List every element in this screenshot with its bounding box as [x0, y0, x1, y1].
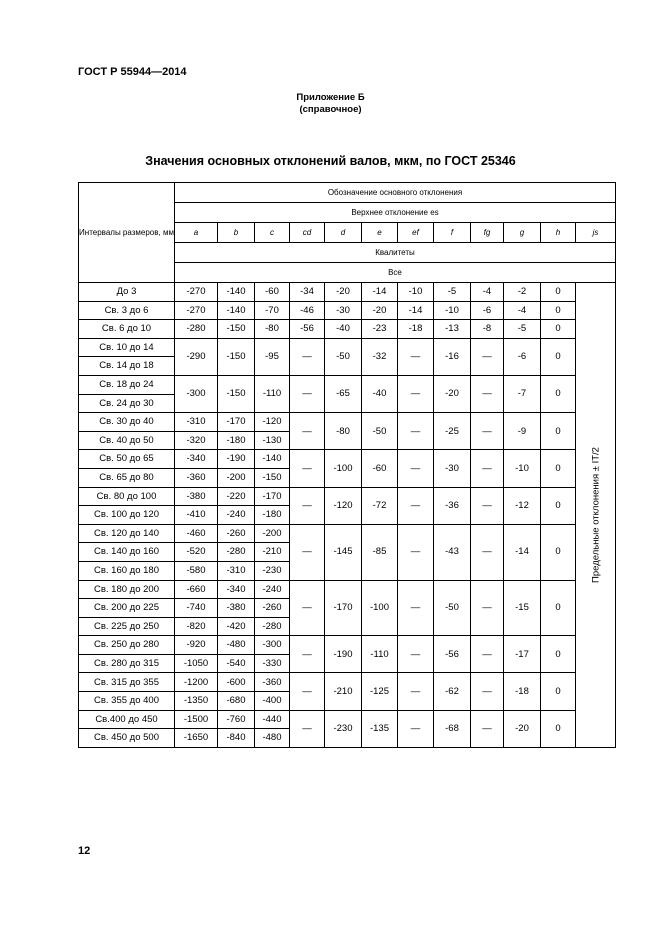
interval-label: Св. 450 до 500 [79, 729, 175, 748]
value-e: -40 [362, 375, 398, 412]
value-ef: — [398, 673, 434, 710]
value-ef: — [398, 524, 434, 580]
value-d: -80 [325, 413, 362, 450]
value-e: -20 [362, 301, 398, 320]
value-fg: -8 [471, 320, 504, 339]
value-b: -280 [218, 543, 255, 562]
value-d: -50 [325, 338, 362, 375]
interval-label: Св. 280 до 315 [79, 654, 175, 673]
value-d: -145 [325, 524, 362, 580]
value-f: -68 [434, 710, 471, 747]
table-row [79, 375, 616, 394]
table-row [79, 673, 616, 692]
value-b: -480 [218, 636, 255, 655]
value-cd: — [290, 524, 325, 580]
value-cd: -34 [290, 283, 325, 302]
value-a: -340 [175, 450, 218, 469]
value-ef: — [398, 580, 434, 636]
value-a: -460 [175, 524, 218, 543]
value-h: 0 [541, 487, 576, 524]
value-a: -820 [175, 617, 218, 636]
value-e: -14 [362, 283, 398, 302]
letter-cd: cd [290, 223, 325, 243]
value-fg: — [471, 487, 504, 524]
interval-label: Св. 18 до 24 [79, 375, 175, 394]
value-e: -50 [362, 413, 398, 450]
value-e: -72 [362, 487, 398, 524]
value-cd: — [290, 636, 325, 673]
value-b: -840 [218, 729, 255, 748]
deviations-table [78, 182, 616, 748]
value-cd: — [290, 710, 325, 747]
value-a: -1200 [175, 673, 218, 692]
value-f: -13 [434, 320, 471, 339]
value-b: -150 [218, 375, 255, 412]
value-c: -210 [255, 543, 290, 562]
letter-b: b [218, 223, 255, 243]
value-d: -30 [325, 301, 362, 320]
value-b: -240 [218, 506, 255, 525]
letter-c: c [255, 223, 290, 243]
value-g: -5 [504, 320, 541, 339]
value-h: 0 [541, 636, 576, 673]
value-d: -230 [325, 710, 362, 747]
value-c: -400 [255, 692, 290, 711]
value-b: -140 [218, 283, 255, 302]
value-g: -7 [504, 375, 541, 412]
interval-label: Св. 180 до 200 [79, 580, 175, 599]
interval-label: Св. 40 до 50 [79, 431, 175, 450]
letter-a: a [175, 223, 218, 243]
value-h: 0 [541, 338, 576, 375]
value-ef: — [398, 450, 434, 487]
interval-label: До 3 [79, 283, 175, 302]
value-a: -660 [175, 580, 218, 599]
value-h: 0 [541, 580, 576, 636]
value-b: -380 [218, 599, 255, 618]
table-row [79, 320, 616, 339]
all-header: Все [175, 263, 616, 283]
value-a: -580 [175, 561, 218, 580]
value-h: 0 [541, 524, 576, 580]
value-f: -43 [434, 524, 471, 580]
value-c: -70 [255, 301, 290, 320]
value-c: -95 [255, 338, 290, 375]
value-e: -32 [362, 338, 398, 375]
interval-label: Св. 140 до 160 [79, 543, 175, 562]
interval-label: Св. 14 до 18 [79, 357, 175, 376]
interval-label: Св. 10 до 14 [79, 338, 175, 357]
value-c: -60 [255, 283, 290, 302]
interval-label: Св. 315 до 355 [79, 673, 175, 692]
value-a: -1650 [175, 729, 218, 748]
value-fg: — [471, 636, 504, 673]
value-f: -5 [434, 283, 471, 302]
letter-g: g [504, 223, 541, 243]
value-b: -420 [218, 617, 255, 636]
letter-e: e [362, 223, 398, 243]
value-fg: — [471, 710, 504, 747]
value-fg: — [471, 338, 504, 375]
value-ef: — [398, 375, 434, 412]
interval-label: Св. 30 до 40 [79, 413, 175, 432]
value-g: -12 [504, 487, 541, 524]
value-f: -25 [434, 413, 471, 450]
value-a: -320 [175, 431, 218, 450]
value-c: -180 [255, 506, 290, 525]
appendix-heading [0, 92, 661, 116]
value-ef: — [398, 413, 434, 450]
interval-label: Св. 50 до 65 [79, 450, 175, 469]
value-ef: — [398, 636, 434, 673]
value-c: -140 [255, 450, 290, 469]
value-ef: -18 [398, 320, 434, 339]
value-ef: — [398, 338, 434, 375]
js-note-cell [576, 283, 616, 748]
interval-label: Св. 65 до 80 [79, 468, 175, 487]
value-fg: -4 [471, 283, 504, 302]
value-c: -280 [255, 617, 290, 636]
value-b: -190 [218, 450, 255, 469]
value-e: -85 [362, 524, 398, 580]
value-cd: — [290, 580, 325, 636]
value-h: 0 [541, 450, 576, 487]
value-ef: -14 [398, 301, 434, 320]
interval-label: Св. 120 до 140 [79, 524, 175, 543]
value-h: 0 [541, 283, 576, 302]
value-fg: — [471, 673, 504, 710]
value-a: -270 [175, 301, 218, 320]
interval-label: Св. 225 до 250 [79, 617, 175, 636]
value-e: -125 [362, 673, 398, 710]
upper-deviation-header: Верхнее отклонение es [175, 203, 616, 223]
value-c: -110 [255, 375, 290, 412]
value-e: -23 [362, 320, 398, 339]
value-a: -1350 [175, 692, 218, 711]
value-cd: — [290, 338, 325, 375]
interval-label: Св. 3 до 6 [79, 301, 175, 320]
interval-label: Св. 355 до 400 [79, 692, 175, 711]
value-g: -17 [504, 636, 541, 673]
value-c: -360 [255, 673, 290, 692]
value-ef: — [398, 487, 434, 524]
value-d: -120 [325, 487, 362, 524]
value-b: -220 [218, 487, 255, 506]
value-c: -240 [255, 580, 290, 599]
value-b: -760 [218, 710, 255, 729]
value-d: -170 [325, 580, 362, 636]
value-d: -100 [325, 450, 362, 487]
value-cd: -56 [290, 320, 325, 339]
value-e: -135 [362, 710, 398, 747]
value-g: -15 [504, 580, 541, 636]
value-a: -740 [175, 599, 218, 618]
letter-h: h [541, 223, 576, 243]
value-g: -6 [504, 338, 541, 375]
value-c: -480 [255, 729, 290, 748]
letter-f: f [434, 223, 471, 243]
designation-header: Обозначение основного отклонения [175, 183, 616, 203]
value-c: -170 [255, 487, 290, 506]
value-d: -65 [325, 375, 362, 412]
table-title: Значения основных отклонений валов, мкм, по ГОСТ 25346 [145, 154, 516, 168]
value-b: -310 [218, 561, 255, 580]
value-g: -10 [504, 450, 541, 487]
value-h: 0 [541, 673, 576, 710]
value-b: -340 [218, 580, 255, 599]
page-number: 12 [78, 845, 91, 857]
js-note: Предельные отклонения ± IT/2 [589, 446, 601, 583]
value-a: -920 [175, 636, 218, 655]
document-code: ГОСТ Р 55944—2014 [78, 66, 187, 78]
value-c: -130 [255, 431, 290, 450]
value-d: -190 [325, 636, 362, 673]
value-fg: -6 [471, 301, 504, 320]
value-e: -100 [362, 580, 398, 636]
value-c: -300 [255, 636, 290, 655]
value-a: -520 [175, 543, 218, 562]
value-g: -20 [504, 710, 541, 747]
value-fg: — [471, 450, 504, 487]
value-d: -210 [325, 673, 362, 710]
value-f: -30 [434, 450, 471, 487]
table-row [79, 487, 616, 506]
value-f: -56 [434, 636, 471, 673]
value-g: -14 [504, 524, 541, 580]
value-g: -18 [504, 673, 541, 710]
value-c: -330 [255, 654, 290, 673]
interval-label: Св. 250 до 280 [79, 636, 175, 655]
value-c: -260 [255, 599, 290, 618]
value-c: -440 [255, 710, 290, 729]
value-fg: — [471, 375, 504, 412]
value-ef: — [398, 710, 434, 747]
table-row [79, 283, 616, 302]
interval-label: Св.400 до 450 [79, 710, 175, 729]
value-d: -20 [325, 283, 362, 302]
value-a: -1500 [175, 710, 218, 729]
value-b: -150 [218, 338, 255, 375]
value-h: 0 [541, 710, 576, 747]
table-row [79, 338, 616, 357]
letter-fg: fg [471, 223, 504, 243]
value-b: -600 [218, 673, 255, 692]
table-row [79, 524, 616, 543]
value-f: -20 [434, 375, 471, 412]
interval-label: Св. 100 до 120 [79, 506, 175, 525]
table-row [79, 413, 616, 432]
value-c: -230 [255, 561, 290, 580]
interval-label: Св. 80 до 100 [79, 487, 175, 506]
value-h: 0 [541, 413, 576, 450]
value-g: -2 [504, 283, 541, 302]
value-cd: — [290, 375, 325, 412]
letter-ef: ef [398, 223, 434, 243]
value-a: -280 [175, 320, 218, 339]
value-a: -270 [175, 283, 218, 302]
value-ef: -10 [398, 283, 434, 302]
value-c: -200 [255, 524, 290, 543]
value-f: -50 [434, 580, 471, 636]
value-a: -290 [175, 338, 218, 375]
value-fg: — [471, 524, 504, 580]
letter-js: js [576, 223, 616, 243]
value-b: -200 [218, 468, 255, 487]
value-g: -4 [504, 301, 541, 320]
value-a: -410 [175, 506, 218, 525]
value-a: -1050 [175, 654, 218, 673]
value-a: -310 [175, 413, 218, 432]
value-c: -80 [255, 320, 290, 339]
table-row [79, 710, 616, 729]
value-f: -62 [434, 673, 471, 710]
value-cd: -46 [290, 301, 325, 320]
value-a: -300 [175, 375, 218, 412]
value-b: -680 [218, 692, 255, 711]
value-fg: — [471, 580, 504, 636]
value-cd: — [290, 487, 325, 524]
value-b: -260 [218, 524, 255, 543]
value-g: -9 [504, 413, 541, 450]
value-f: -36 [434, 487, 471, 524]
interval-label: Св. 200 до 225 [79, 599, 175, 618]
table-row [79, 301, 616, 320]
value-cd: — [290, 450, 325, 487]
value-h: 0 [541, 375, 576, 412]
value-a: -360 [175, 468, 218, 487]
intervals-header: Интервалы размеров, мм [79, 183, 175, 283]
table-row [79, 580, 616, 599]
appendix-type: (справочное) [299, 104, 362, 115]
value-b: -170 [218, 413, 255, 432]
value-b: -150 [218, 320, 255, 339]
value-fg: — [471, 413, 504, 450]
value-b: -180 [218, 431, 255, 450]
value-b: -540 [218, 654, 255, 673]
table-row [79, 450, 616, 469]
value-a: -380 [175, 487, 218, 506]
appendix-title: Приложение Б [296, 92, 365, 103]
value-h: 0 [541, 320, 576, 339]
value-c: -120 [255, 413, 290, 432]
interval-label: Св. 160 до 180 [79, 561, 175, 580]
qualitets-header: Квалитеты [175, 243, 616, 263]
value-b: -140 [218, 301, 255, 320]
value-c: -150 [255, 468, 290, 487]
interval-label: Св. 24 до 30 [79, 394, 175, 413]
letter-d: d [325, 223, 362, 243]
value-cd: — [290, 673, 325, 710]
value-d: -40 [325, 320, 362, 339]
interval-label: Св. 6 до 10 [79, 320, 175, 339]
value-f: -10 [434, 301, 471, 320]
value-e: -110 [362, 636, 398, 673]
value-h: 0 [541, 301, 576, 320]
value-f: -16 [434, 338, 471, 375]
table-row [79, 636, 616, 655]
value-e: -60 [362, 450, 398, 487]
value-cd: — [290, 413, 325, 450]
